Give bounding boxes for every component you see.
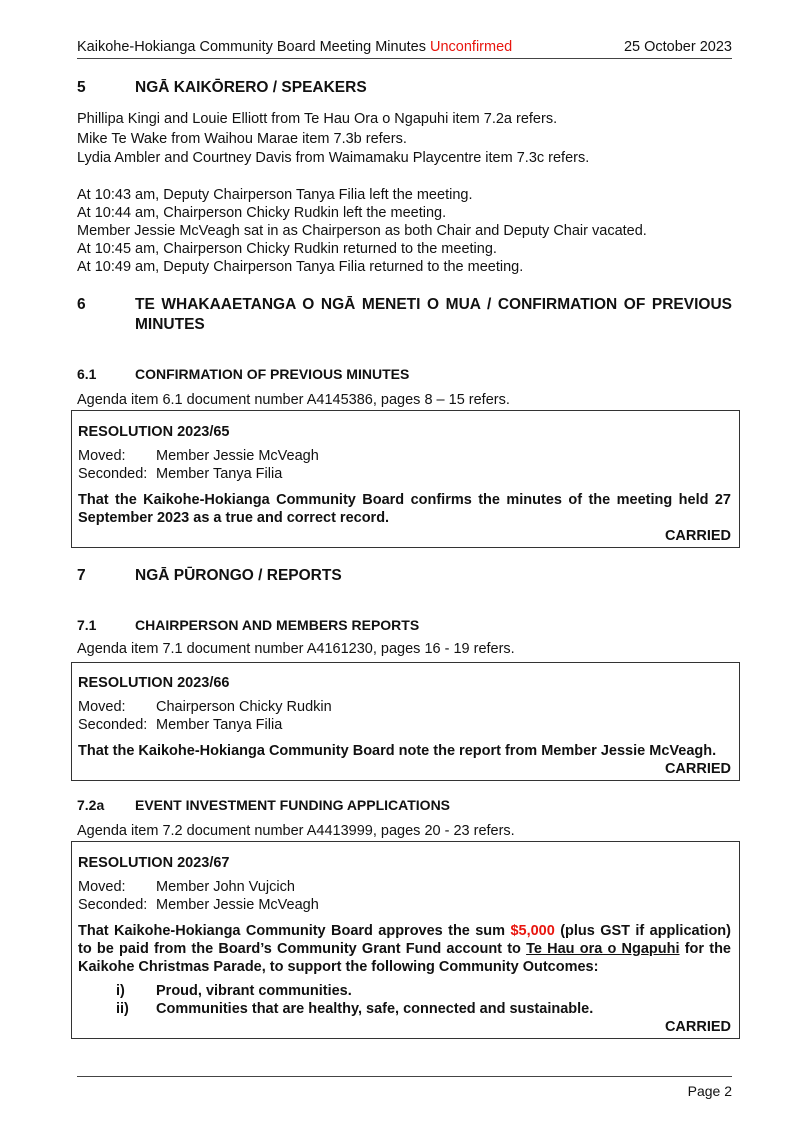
outcome-text: Communities that are healthy, safe, connected and sustainable. [156, 1001, 594, 1017]
resolution-text-a: That Kaikohe-Hokianga Community Board approves the sum [78, 923, 511, 939]
subsection-title: CONFIRMATION OF PREVIOUS MINUTES [135, 365, 410, 382]
event-line: Member Jessie McVeagh sat in as Chairperson as both Chair and Deputy Chair vacated. [77, 222, 647, 239]
header-title: Kaikohe-Hokianga Community Board Meeting Minutes [77, 39, 426, 55]
subsection-number: 7.1 [77, 617, 97, 633]
resolution-outcome: CARRIED [664, 760, 731, 777]
speakers-list [77, 110, 732, 169]
resolution-text: That the Kaikohe-Hokianga Community Board note the report from Member Jessie McVeagh. [78, 742, 717, 759]
resolution-title: RESOLUTION 2023/66 [78, 674, 230, 691]
moved-by: Chairperson Chicky Rudkin [156, 698, 332, 715]
moved-row [78, 878, 731, 896]
document-page [77, 38, 732, 1039]
section-6-heading [77, 295, 732, 335]
movers [78, 447, 731, 483]
section-number: 7 [77, 567, 86, 584]
resolution-text: That the Kaikohe-Hokianga Community Board confirms the minutes of the meeting held 27 September 2023 as a true and correct record. [78, 492, 731, 526]
moved-label: Moved: [78, 879, 126, 895]
subsection-7-1-heading [77, 616, 732, 634]
resolution-text [78, 922, 731, 976]
speaker-line: Lydia Ambler and Courtney Davis from Waimamaku Playcentre item 7.3c refers. [77, 150, 590, 166]
seconded-label: Seconded: [78, 466, 148, 482]
grant-amount: $5,000 [510, 923, 555, 939]
resolution-outcome: CARRIED [664, 528, 731, 544]
resolution-title: RESOLUTION 2023/67 [78, 855, 230, 871]
moved-row [78, 698, 731, 716]
subsection-6-1-heading [77, 365, 732, 383]
page-header [77, 38, 732, 59]
section-title: TE WHAKAAETANGA O NGĀ MENETI O MUA / CONFIRMATION OF PREVIOUS MINUTES [135, 295, 732, 333]
agenda-reference: Agenda item 6.1 document number A4145386, pages 8 – 15 refers. [77, 391, 510, 408]
meeting-events [77, 186, 732, 276]
section-5-heading [77, 78, 732, 98]
subsection-number: 7.2a [77, 796, 105, 813]
outcome-item [78, 1000, 731, 1018]
resolution-outcome: CARRIED [664, 1019, 731, 1035]
seconded-by: Member Tanya Filia [156, 716, 283, 733]
event-line: At 10:49 am, Deputy Chairperson Tanya Filia returned to the meeting. [77, 258, 524, 275]
seconded-by: Member Jessie McVeagh [156, 897, 319, 913]
speaker-line: Mike Te Wake from Waihou Marae item 7.3b refers. [77, 130, 407, 147]
movers [78, 878, 731, 914]
subsection-title: CHAIRPERSON AND MEMBERS REPORTS [135, 617, 420, 633]
resolution-box [71, 841, 740, 1039]
header-date: 25 October 2023 [623, 39, 732, 55]
header-title-line [77, 38, 512, 56]
outcome-item [78, 982, 731, 1000]
section-number: 5 [77, 79, 86, 96]
event-line: At 10:45 am, Chairperson Chicky Rudkin returned to the meeting. [77, 240, 497, 257]
section-number: 6 [77, 295, 86, 313]
agenda-reference: Agenda item 7.1 document number A4161230, pages 16 - 19 refers. [77, 641, 515, 657]
moved-row [78, 447, 731, 465]
resolution-title: RESOLUTION 2023/65 [78, 424, 230, 440]
seconded-label: Seconded: [78, 897, 148, 913]
community-outcomes-list [78, 982, 731, 1018]
outcome-number: ii) [116, 1001, 129, 1017]
event-line: At 10:44 am, Chairperson Chicky Rudkin left the meeting. [77, 204, 447, 221]
seconded-row [78, 896, 731, 914]
page-footer [77, 1076, 732, 1099]
subsection-number: 6.1 [77, 365, 97, 382]
resolution-box [71, 662, 740, 781]
section-title: NGĀ PŪRONGO / REPORTS [135, 567, 342, 584]
seconded-row [78, 465, 731, 483]
moved-by: Member Jessie McVeagh [156, 448, 319, 464]
page-number: Page 2 [687, 1083, 732, 1099]
seconded-by: Member Tanya Filia [156, 466, 283, 482]
event-line: At 10:43 am, Deputy Chairperson Tanya Filia left the meeting. [77, 186, 473, 203]
section-title: NGĀ KAIKŌRERO / SPEAKERS [135, 79, 367, 96]
header-status: Unconfirmed [430, 39, 513, 55]
resolution-box [71, 410, 740, 548]
resolution-text-c: for the Kaikohe Christmas Parade, to support the following Community Outcomes: [78, 941, 731, 975]
movers [78, 698, 731, 734]
section-7-heading [77, 566, 732, 586]
seconded-row [78, 716, 731, 734]
seconded-label: Seconded: [78, 716, 148, 733]
moved-label: Moved: [78, 698, 126, 715]
subsection-title: EVENT INVESTMENT FUNDING APPLICATIONS [135, 796, 451, 813]
speaker-line: Phillipa Kingi and Louie Elliott from Te Hau Ora o Ngapuhi item 7.2a refers. [77, 111, 558, 127]
moved-by: Member John Vujcich [156, 879, 295, 895]
resolution-text-b: (plus GST if application) to be paid from the Board’s Community Grant Fund account to [78, 923, 731, 957]
agenda-reference: Agenda item 7.2 document number A4413999, pages 20 - 23 refers. [77, 822, 515, 839]
moved-label: Moved: [78, 448, 126, 464]
subsection-7-2a-heading [77, 796, 732, 814]
outcome-text: Proud, vibrant communities. [156, 983, 352, 999]
grant-recipient: Te Hau ora o Ngapuhi [526, 941, 680, 957]
outcome-number: i) [116, 983, 125, 999]
